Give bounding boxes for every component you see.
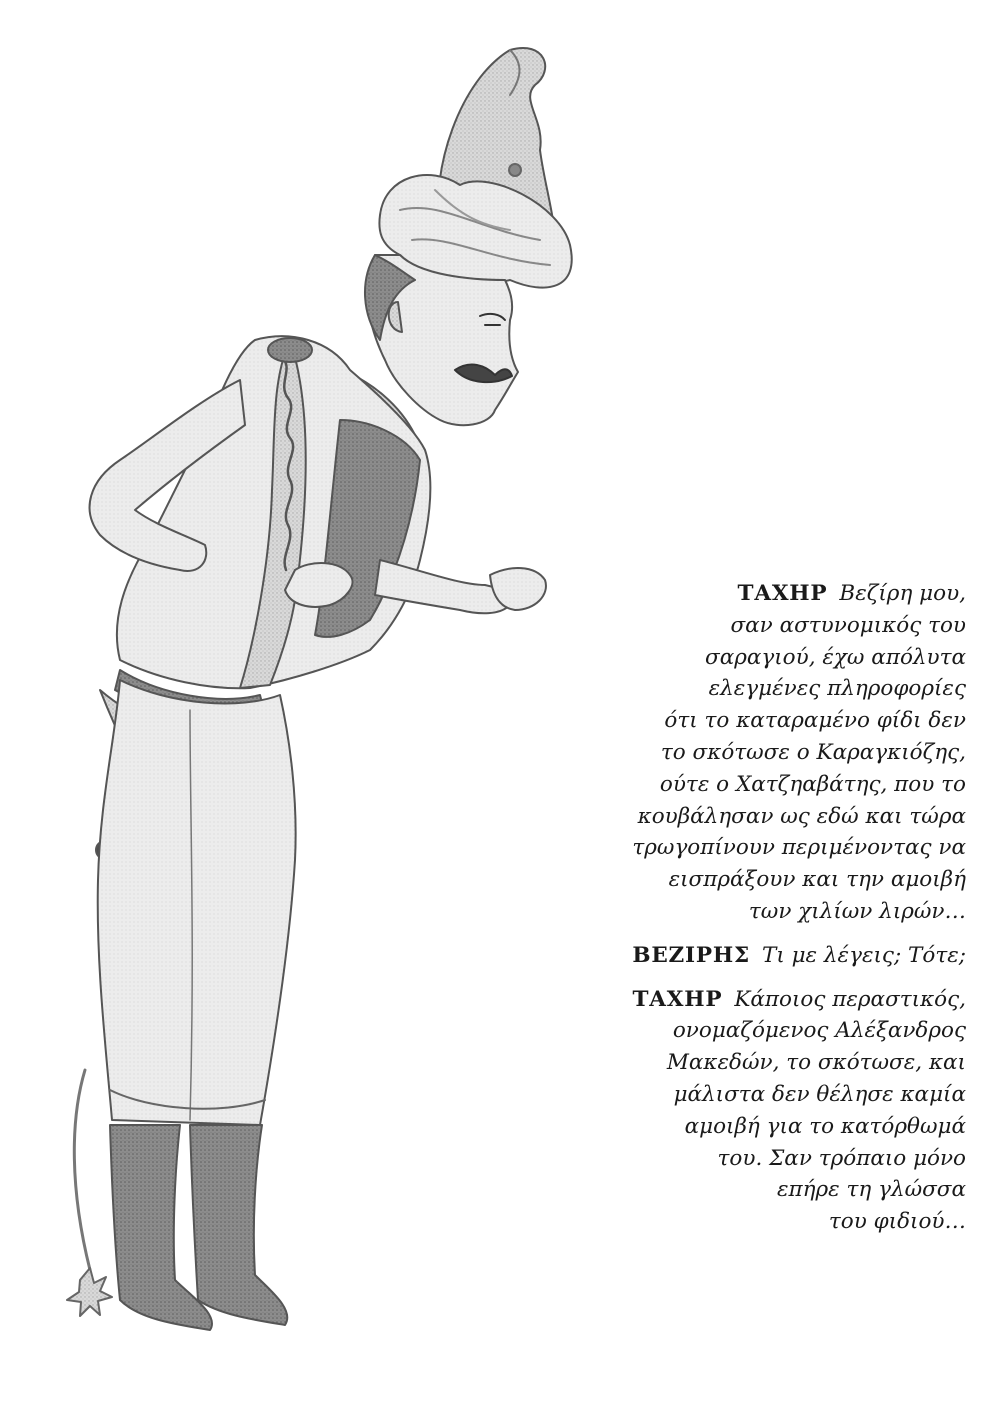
speech-line [546,940,966,972]
speech-tahir-1 [546,578,966,928]
dialogue-text: εισπράξουν και την αμοιβή [668,867,966,893]
dialogue-block [546,578,966,1250]
dialogue-text: του φιδιού… [828,1209,966,1235]
dialogue-text: ούτε ο Χατζηαβάτης, που το [659,771,966,797]
dialogue-text: ονομαζόμενος Αλέξανδρος [672,1018,966,1044]
dialogue-text: Μακεδών, το σκότωσε, και [666,1050,966,1076]
speech-line [546,578,966,610]
dialogue-text: επήρε τη γλώσσα [776,1177,966,1203]
dialogue-text: ελεγμένες πληροφορίες [708,676,966,702]
dialogue-text: σαν αστυνομικός του [730,612,966,638]
dialogue-text: κουβάλησαν ως εδώ και τώρα [637,803,966,829]
speech-tahir-2 [546,984,966,1238]
speaker-name: ΤΑΧΗΡ [632,986,723,1012]
dialogue-text: Βεζίρη μου, [839,581,966,606]
dialogue-text: του. Σαν τρόπαιο μόνο [717,1145,966,1171]
dialogue-text: σαραγιού, έχω απόλυτα [705,644,966,670]
speech-line [546,984,966,1016]
speaker-name: ΤΑΧΗΡ [737,581,828,606]
dialogue-text: των χιλίων λιρών… [748,898,966,924]
speech-vezir [546,940,966,972]
dialogue-text: ότι το καταραμένο φίδι δεν [664,708,966,734]
dialogue-text: τρωγοπίνουν περιμένοντας να [632,835,966,861]
dialogue-text: αμοιβή για το κατόρθωμά [684,1113,966,1139]
tahir-figure-illustration [40,40,600,1360]
dialogue-text: Κάποιος περαστικός, [734,986,966,1012]
dialogue-text: μάλιστα δεν θέλησε καμία [673,1081,966,1107]
dialogue-text: το σκότωσε ο Καραγκιόζης, [660,739,966,765]
speaker-name: ΒΕΖΙΡΗΣ [632,942,750,968]
dialogue-text: Τι με λέγεις; Τότε; [761,942,966,968]
